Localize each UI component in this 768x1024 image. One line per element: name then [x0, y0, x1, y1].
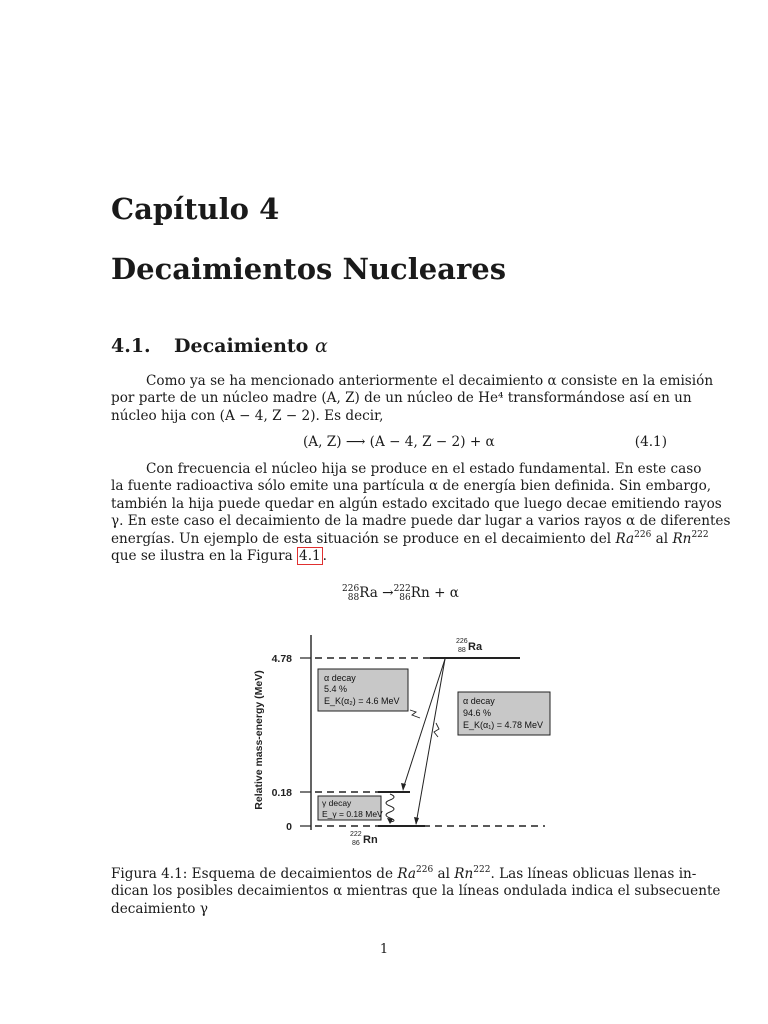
- gamma-arrowhead: [387, 818, 393, 824]
- paragraph-2: [111, 461, 731, 565]
- ra-mass: 226: [416, 865, 434, 875]
- rn-symbol: Rn: [454, 866, 474, 882]
- alpha2-box-line: E_K(α₂) = 4.6 MeV: [324, 696, 400, 706]
- paragraph-line: γ. En este caso el decaimiento de la madre puede dar lugar a varios rayos α de diferentes: [111, 513, 731, 530]
- alpha2-arrowhead: [401, 783, 406, 791]
- alpha1-box-line: α decay: [463, 696, 495, 706]
- ra-label-z: 88: [458, 647, 466, 654]
- caption-line: decaimiento γ: [111, 900, 208, 917]
- tick-label-0: 0: [286, 821, 292, 833]
- tick-label-4-78: 4.78: [271, 653, 292, 665]
- text-span: .: [322, 548, 327, 565]
- equation-number: (4.1): [634, 434, 667, 450]
- text-span: energías. Un ejemplo de esta situación se produce en el decaimiento del: [111, 530, 612, 547]
- ra-atomic-number: 88: [347, 593, 360, 603]
- section-title: Decaimiento: [174, 335, 309, 357]
- gamma-box-line: γ decay: [322, 798, 352, 808]
- ra-mass: 226: [634, 529, 652, 540]
- alpha2-pointer: [410, 710, 420, 718]
- caption-line: dican los posibles decaimientos α mientras que la líneas ondulada indica el subsecuente: [111, 883, 721, 900]
- ra-label-symbol: Ra: [468, 641, 483, 653]
- alpha2-box-line: α decay: [324, 673, 356, 683]
- rn-label-mass: 222: [350, 831, 362, 838]
- ra-symbol: Ra: [359, 585, 378, 601]
- figure-caption: [111, 865, 721, 918]
- paragraph-line: Con frecuencia el núcleo hija se produce en el estado fundamental. En este caso: [146, 461, 702, 477]
- rn-symbol: Rn: [672, 530, 692, 547]
- ra-symbol: Ra: [397, 866, 416, 882]
- equation-body: (A, Z) ⟶ (A − 4, Z − 2) + α: [303, 434, 495, 450]
- paragraph-line: [111, 529, 709, 548]
- alpha2-decay-arrow: [403, 659, 445, 789]
- alpha1-box-line: E_K(α₁) = 4.78 MeV: [463, 720, 544, 730]
- alpha2-box-line: 5.4 %: [324, 684, 348, 694]
- text-span: al: [437, 866, 450, 882]
- rn-atomic-number: 86: [399, 593, 411, 603]
- paragraph-line: la fuente radioactiva sólo emite una partícula α de energía bien definida. Sin embargo,: [111, 478, 712, 495]
- tick-label-0-18: 0.18: [271, 787, 292, 799]
- chapter-heading: Capítulo 4: [111, 192, 280, 226]
- equation-4-1: [111, 434, 667, 452]
- rn-mass-number: 222: [393, 584, 411, 594]
- section-heading: [111, 335, 328, 357]
- caption-line: [111, 865, 697, 883]
- gamma-box-line: E_γ = 0.18 MeV: [322, 809, 383, 819]
- alpha1-decay-arrow: [416, 659, 445, 824]
- rn-mass: 222: [691, 529, 709, 540]
- ra-symbol: Ra: [615, 530, 635, 547]
- rn-symbol: Rn: [410, 585, 430, 601]
- reaction-rest: + α: [434, 585, 459, 601]
- chapter-title: Decaimientos Nucleares: [111, 252, 507, 286]
- alpha1-pointer: [434, 723, 439, 737]
- alpha1-box-line: 94.6 %: [463, 708, 492, 718]
- gamma-wiggle-line: [386, 794, 394, 822]
- figure-reference-link[interactable]: 4.1: [299, 548, 321, 565]
- arrow-symbol: →: [382, 585, 394, 601]
- reaction-equation: [342, 585, 459, 603]
- section-symbol: α: [314, 335, 328, 357]
- text-span: . Las líneas oblicuas llenas in-: [490, 866, 697, 882]
- paragraph-line: también la hija puede quedar en algún estado excitado que luego decae emitiendo rayos: [111, 495, 722, 512]
- text-span: Figura 4.1: Esquema de decaimientos de: [111, 866, 394, 882]
- y-axis-label: Relative mass-energy (MeV): [253, 670, 265, 810]
- text-span: al: [655, 530, 669, 547]
- paragraph-1: [111, 373, 714, 425]
- ra-nuclide-numbers: [342, 585, 359, 603]
- ra-label-mass: 226: [456, 638, 468, 645]
- rn-nuclide-numbers: [394, 585, 411, 603]
- text-span: que se ilustra en la Figura: [111, 548, 293, 565]
- paragraph-line: por parte de un núcleo madre (A, Z) de un núcleo de He⁴ transformándose así en un: [111, 390, 692, 407]
- rn-label-z: 86: [352, 840, 360, 847]
- section-number: 4.1.: [111, 335, 151, 357]
- paragraph-line: [111, 548, 667, 565]
- rn-label-symbol: Rn: [363, 834, 378, 846]
- paragraph-line: Como ya se ha mencionado anteriormente el decaimiento α consiste en la emisión: [146, 373, 714, 389]
- rn-mass: 222: [473, 865, 491, 875]
- ra-mass-number: 226: [342, 584, 360, 594]
- page-number: 1: [379, 942, 389, 957]
- paragraph-line: núcleo hija con (A − 4, Z − 2). Es decir,: [111, 407, 384, 424]
- decay-scheme-figure: [240, 625, 560, 850]
- alpha1-arrowhead: [414, 817, 419, 825]
